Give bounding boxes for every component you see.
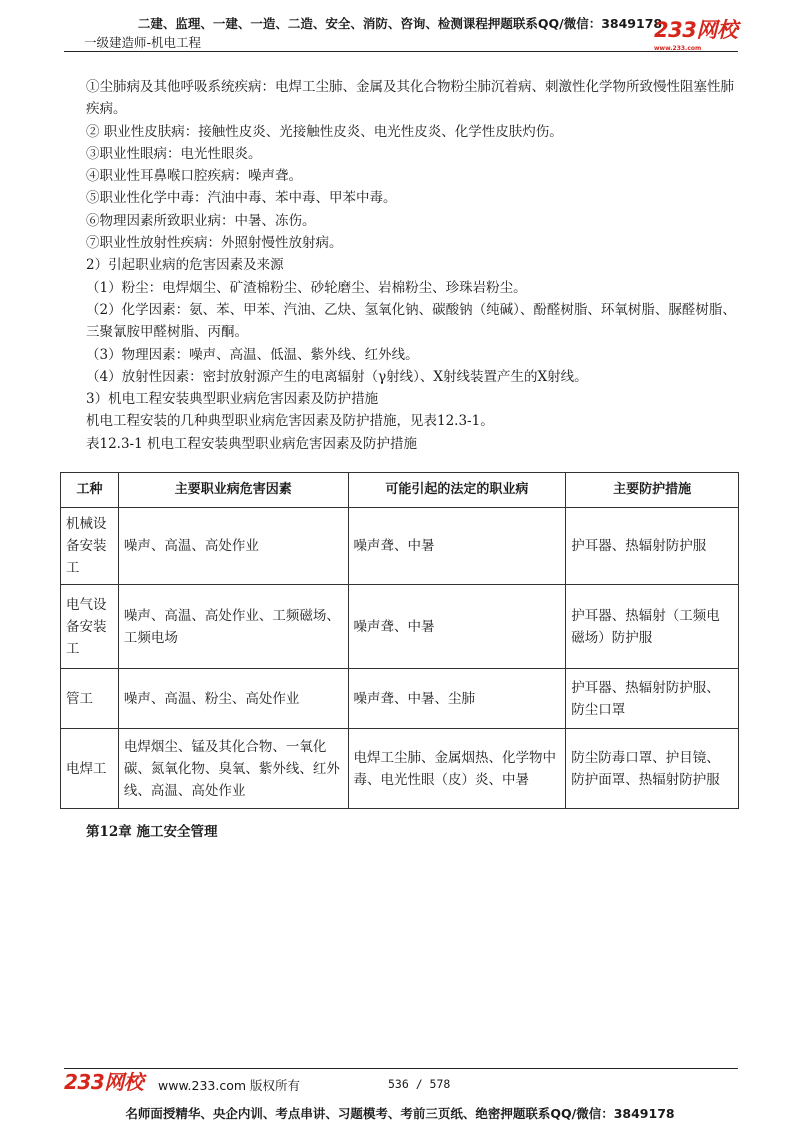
- table-row: [61, 508, 739, 585]
- table-cell: 管工: [61, 669, 119, 729]
- table-cell: 电焊工: [61, 729, 119, 809]
- table-cell: 噪声聋、中暑: [348, 585, 566, 669]
- section-heading: 3）机电工程安装典型职业病危害因素及防护措施: [86, 391, 379, 408]
- column-header: 主要防护措施: [566, 473, 739, 508]
- footer-divider: [64, 1068, 738, 1069]
- table-cell: 电气设备安装工: [61, 585, 119, 669]
- header-contact-line: 二建、监理、一建、一造、二造、安全、消防、咨询、检测课程押题联系QQ/微信：3849178: [137, 16, 663, 31]
- table-cell: 电焊烟尘、锰及其化合物、一氧化碳、氮氧化物、臭氧、紫外线、红外线、高温、高处作业: [118, 729, 348, 809]
- header-logo: [654, 19, 737, 60]
- table-cell: 噪声聋、中暑: [348, 508, 566, 585]
- paragraph: ⑦职业性放射性疾病：外照射慢性放射病。: [86, 235, 343, 252]
- footer-contact-line: 名师面授精华、央企内训、考点串讲、习题模考、考前三页纸、绝密押题联系QQ/微信：3849178: [125, 1106, 675, 1121]
- table-header-row: [61, 473, 739, 508]
- column-header: 工种: [61, 473, 119, 508]
- table-cell: 护耳器、热辐射（工频电磁场）防护服: [566, 585, 739, 669]
- paragraph: ③职业性眼病：电光性眼炎。: [86, 145, 262, 162]
- table-cell: 防尘防毒口罩、护目镜、防护面罩、热辐射防护服: [566, 729, 739, 809]
- paragraph: （3）物理因素：噪声、高温、低温、紫外线、红外线。: [86, 346, 419, 363]
- footer-logo: 233网校: [64, 1070, 144, 1094]
- hazard-table: [60, 472, 739, 809]
- header-logo-text: 233网校: [654, 18, 738, 42]
- table-cell: 机械设备安装工: [61, 508, 119, 585]
- table-cell: 噪声、高温、高处作业: [118, 508, 348, 585]
- paragraph: ①尘肺病及其他呼吸系统疾病：电焊工尘肺、金属及其化合物粉尘肺沉着病、刺激性化学物所致慢性阻塞性肺疾病。: [86, 79, 734, 118]
- table-cell: 噪声、高温、粉尘、高处作业: [118, 669, 348, 729]
- table-row: [61, 669, 739, 729]
- table-row: [61, 585, 739, 669]
- paragraph: （1）粉尘：电焊烟尘、矿渣棉粉尘、砂轮磨尘、岩棉粉尘、珍珠岩粉尘。: [86, 279, 527, 296]
- column-header: 主要职业病危害因素: [118, 473, 348, 508]
- page-number: 536 / 578: [388, 1077, 451, 1091]
- table-cell: 护耳器、热辐射防护服: [566, 508, 739, 585]
- table-cell: 噪声聋、中暑、尘肺: [348, 669, 566, 729]
- paragraph: （2）化学因素：氨、苯、甲苯、汽油、乙炔、氢氧化钠、碳酸钠（纯碱）、酚醛树脂、环氧树脂、脲醛树脂、三聚氰胺甲醛树脂、丙酮。: [86, 301, 736, 341]
- header-subject: 一级建造师-机电工程: [84, 35, 202, 50]
- table-caption: 表12.3-1 机电工程安装典型职业病危害因素及防护措施: [86, 435, 417, 452]
- table-cell: 噪声、高温、高处作业、工频磁场、工频电场: [118, 585, 348, 669]
- paragraph: ⑤职业性化学中毒：汽油中毒、苯中毒、甲苯中毒。: [86, 190, 397, 207]
- table-cell: 电焊工尘肺、金属烟热、化学物中毒、电光性眼（皮）炎、中暑: [348, 729, 566, 809]
- footer-copyright: www.233.com 版权所有: [158, 1078, 300, 1093]
- section-heading: 2）引起职业病的危害因素及来源: [86, 257, 284, 274]
- column-header: 可能引起的法定的职业病: [348, 473, 566, 508]
- paragraph: ② 职业性皮肤病：接触性皮炎、光接触性皮炎、电光性皮炎、化学性皮肤灼伤。: [86, 123, 563, 140]
- paragraph: ⑥物理因素所致职业病：中暑、冻伤。: [86, 212, 316, 229]
- header-logo-url: www.233.com: [654, 45, 702, 52]
- document-body: [86, 76, 740, 455]
- paragraph: 机电工程安装的几种典型职业病危害因素及防护措施，见表12.3-1。: [86, 413, 494, 430]
- paragraph: ④职业性耳鼻喉口腔疾病：噪声聋。: [86, 168, 302, 185]
- header-divider: [64, 51, 738, 52]
- table-cell: 护耳器、热辐射防护服、防尘口罩: [566, 669, 739, 729]
- chapter-heading: 第12章 施工安全管理: [86, 824, 218, 840]
- paragraph: （4）放射性因素：密封放射源产生的电离辐射（γ射线）、X射线装置产生的X射线。: [86, 368, 588, 385]
- table-row: [61, 729, 739, 809]
